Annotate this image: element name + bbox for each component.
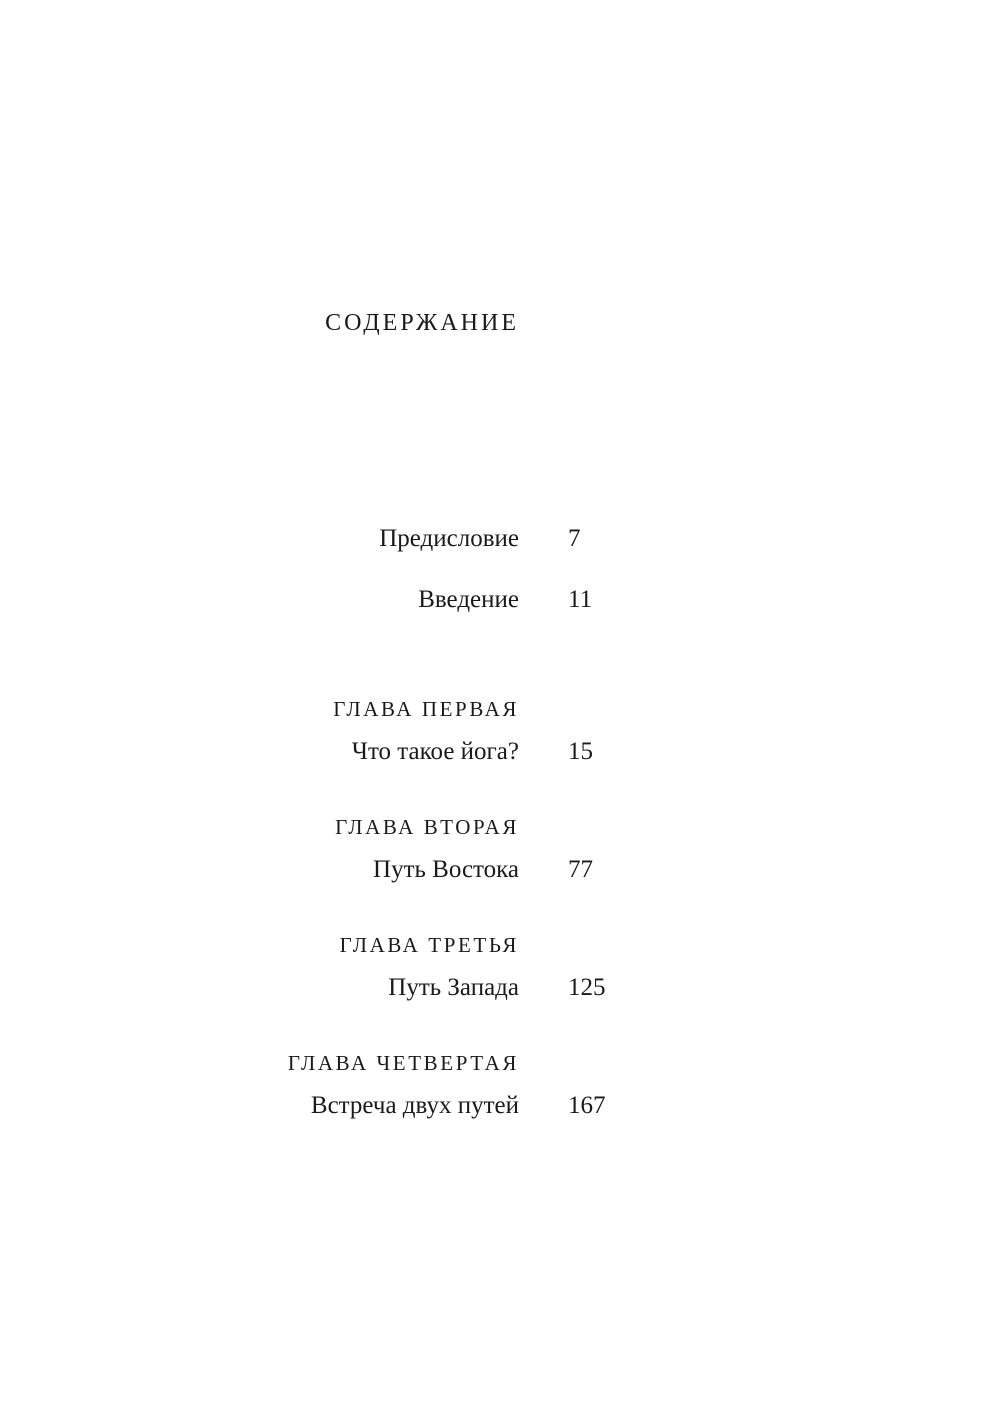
front-matter-page-introduction: 11 [568, 586, 593, 613]
chapter-page-2: 77 [568, 856, 593, 883]
chapter-page-1: 15 [568, 738, 593, 765]
chapter-title-3[interactable]: Путь Запада [388, 974, 519, 1001]
chapter-title-4[interactable]: Встреча двух путей [310, 1092, 519, 1119]
chapter-label-1: ГЛАВА ПЕРВАЯ [333, 697, 519, 721]
toc-heading: СОДЕРЖАНИЕ [325, 310, 519, 336]
chapter-label-4: ГЛАВА ЧЕТВЕРТАЯ [287, 1051, 519, 1075]
front-matter-title-preface[interactable]: Предисловие [379, 525, 519, 552]
chapter-page-4: 167 [568, 1092, 606, 1119]
front-matter-title-introduction[interactable]: Введение [418, 586, 519, 613]
chapter-title-2[interactable]: Путь Востока [373, 856, 519, 883]
front-matter-page-preface: 7 [568, 525, 581, 552]
chapter-label-3: ГЛАВА ТРЕТЬЯ [339, 933, 519, 957]
chapter-label-2: ГЛАВА ВТОРАЯ [335, 815, 519, 839]
chapter-title-1[interactable]: Что такое йога? [351, 738, 519, 765]
chapter-page-3: 125 [568, 974, 606, 1001]
